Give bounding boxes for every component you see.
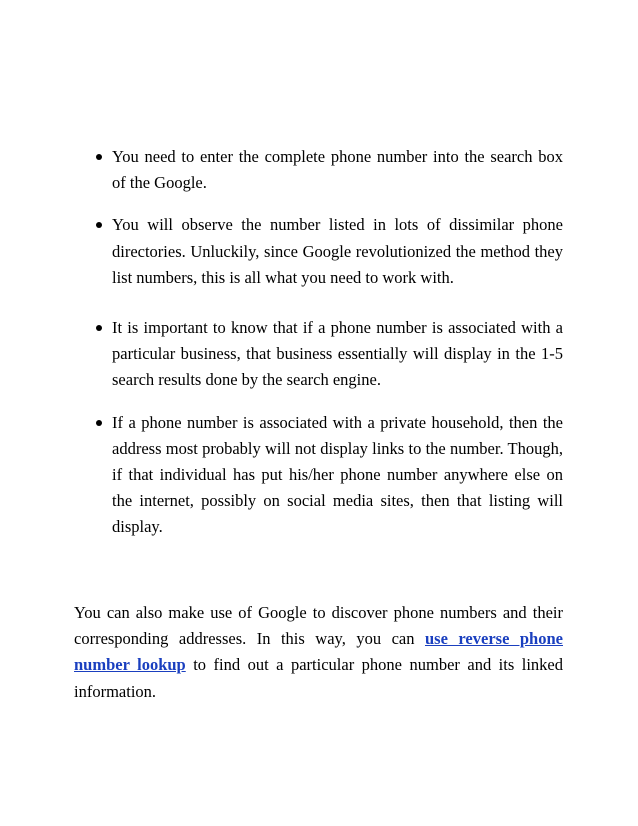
bullet-text: You will observe the number listed in lots of dissimilar phone directories. Unluckily, since Google revolutionized the method they list numbers, this is all what you need to work with.	[112, 215, 563, 287]
bullet-icon	[96, 420, 102, 426]
bullet-text: If a phone number is associated with a private household, then the address most probably will not display links to the number. Though, if that individual has put his/her phone number anywhere else on the internet, possibly on social media sites, then that listing will display.	[112, 412, 563, 537]
closing-paragraph	[74, 600, 563, 705]
bullet-text: It is important to know that if a phone number is associated with a particular business, that business essentially will display in the 1-5 search results done by the search engine.	[112, 318, 563, 390]
list-item	[112, 144, 563, 196]
list-item	[112, 212, 563, 291]
bullet-icon	[96, 222, 102, 228]
bullet-icon	[96, 325, 102, 331]
reverse-phone-lookup-link[interactable]: use reverse phone number lookup	[74, 629, 563, 675]
closing-text-after-link: to find out a particular phone number and its linked information.	[74, 655, 563, 701]
list-item	[112, 410, 563, 541]
bullet-list	[0, 144, 638, 557]
list-item	[112, 315, 563, 394]
bullet-text: You need to enter the complete phone number into the search box of the Google.	[112, 147, 563, 193]
closing-text-before-link: You can also make use of Google to discover phone numbers and their corresponding addresses. In this way, you can	[74, 603, 563, 649]
bullet-icon	[96, 154, 102, 160]
